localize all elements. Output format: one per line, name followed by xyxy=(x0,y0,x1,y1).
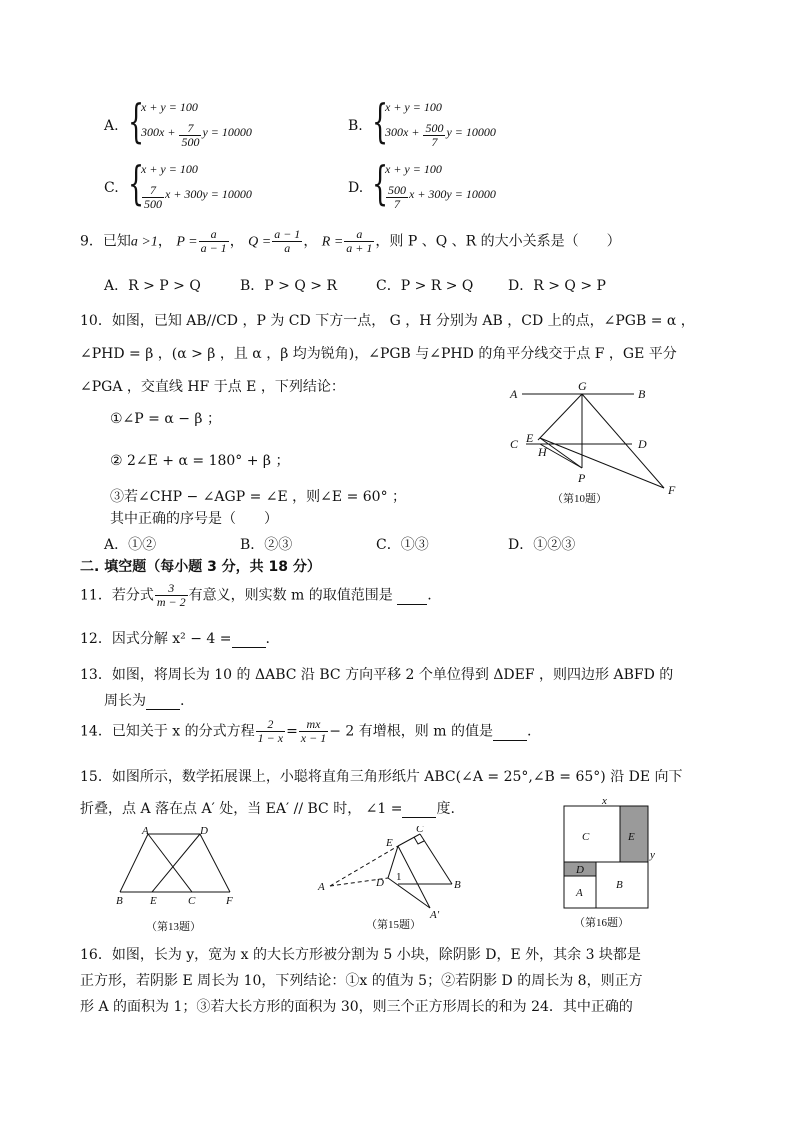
label-D: D xyxy=(576,864,584,876)
brace: { xyxy=(128,156,145,210)
option-b: B．②③ xyxy=(240,537,293,553)
option-label: A. xyxy=(104,118,119,134)
label-B: B xyxy=(116,895,123,907)
question-14: 14．已知关于 x 的分式方程 $\frac{2}{1 - x}$ = $\frac{mx}{x - 1}$ − 2 有增根，则 m 的值是 . xyxy=(80,717,532,745)
label-F: F xyxy=(226,895,233,907)
label-A: A xyxy=(510,387,518,401)
answer-blank xyxy=(232,631,266,648)
q15-line: 15．如图所示，数学拓展课上，小聪将直角三角形纸片 ABC(∠A = 25°,∠B = 65°) 沿 DE 向下 xyxy=(80,769,683,785)
label-G: G xyxy=(578,379,587,393)
equation: x + y = 100 xyxy=(141,162,198,176)
figure-caption: （第15题） xyxy=(366,919,421,931)
question-12: 12．因式分解 x² − 4 = . xyxy=(80,631,270,647)
option-c: C．P > R > Q xyxy=(376,278,474,294)
option-b: B．P > Q > R xyxy=(240,278,337,294)
label-A-prime: A′ xyxy=(430,909,440,921)
label-F: F xyxy=(668,483,676,497)
option-a: A．R > P > Q xyxy=(104,278,201,294)
label-E: E xyxy=(386,837,393,849)
q10-conclusion: ② 2∠E + α = 180° + β ； xyxy=(110,453,290,469)
label-A: A xyxy=(142,825,149,837)
label-D: D xyxy=(200,825,208,837)
equation: x + y = 100 xyxy=(385,100,442,114)
label-A: A xyxy=(318,881,325,893)
label-y: y xyxy=(650,849,655,861)
option-a: A．①② xyxy=(104,537,157,553)
q10-conclusion: ③若∠CHP − ∠AGP = ∠E ，则∠E = 60° ； xyxy=(110,489,407,505)
equation: x + y = 100 xyxy=(385,162,442,176)
equation: $\frac{500}{7}$ x + 300y = 10000 xyxy=(388,183,496,211)
label-C: C xyxy=(510,437,519,451)
label-C: C xyxy=(416,826,424,835)
label-E: E xyxy=(628,831,635,843)
q10-line: ∠PGA ，交直线 HF 于点 E ，下列结论： xyxy=(80,379,345,395)
question-11: 11．若分式 $\frac{3}{m - 2}$ 有意义，则实数 m 的取值范围是 . xyxy=(80,581,432,609)
option-label: D. xyxy=(348,180,364,196)
label-P: P xyxy=(578,471,586,485)
label-B: B xyxy=(638,387,646,401)
label-B: B xyxy=(616,879,623,891)
q10-conclusion: ①∠P = α − β ； xyxy=(110,411,221,427)
figure-caption: （第10题） xyxy=(552,493,607,505)
figure-caption: （第13题） xyxy=(146,921,201,933)
figure-caption: （第16题） xyxy=(574,917,629,929)
label-angle-1: 1 xyxy=(396,871,402,883)
option-label: B. xyxy=(348,118,363,134)
label-C: C xyxy=(582,831,590,843)
brace: { xyxy=(372,94,389,148)
option-label: C. xyxy=(104,180,119,196)
equation: $\frac{7}{500}$ x + 300y = 10000 xyxy=(144,183,252,211)
option-d: D．①②③ xyxy=(508,537,576,553)
figure-q15 xyxy=(312,826,482,934)
option-c: C．①③ xyxy=(376,537,429,553)
label-B: B xyxy=(454,879,461,891)
q13-line: 周长为 . xyxy=(104,693,185,709)
label-C: C xyxy=(188,895,196,907)
equation: 300x + $\frac{7}{500}$ y = 10000 xyxy=(141,121,252,149)
answer-blank xyxy=(402,801,436,818)
option-d: D．R > Q > P xyxy=(508,278,606,294)
figure-q10 xyxy=(500,378,700,510)
q15-line: 折叠，点 A 落在点 A′ 处，当 EA′ // BC 时， ∠1 = 度. xyxy=(80,801,455,817)
q16-line: 形 A 的面积为 1；③若大长方形的面积为 30，则三个正方形周长的和为 24．其中正确的 xyxy=(80,999,633,1015)
label-H: H xyxy=(538,445,547,459)
figure-q13 xyxy=(108,822,248,934)
answer-blank xyxy=(397,588,427,605)
equation: x + y = 100 xyxy=(141,100,198,114)
label-E: E xyxy=(150,895,157,907)
answer-blank xyxy=(493,724,527,741)
label-A: A xyxy=(576,887,583,899)
q13-line: 13．如图，将周长为 10 的 ΔABC 沿 BC 方向平移 2 个单位得到 ΔDEF ，则四边形 ABFD 的 xyxy=(80,667,674,683)
section-heading: 二. 填空题（每小题 3 分，共 18 分） xyxy=(80,559,321,575)
label-D: D xyxy=(638,437,647,451)
q10-line: 10．如图，已知 AB//CD ，P 为 CD 下方一点， G ，H 分别为 AB ，CD 上的点，∠PGB = α ， xyxy=(80,313,695,329)
brace: { xyxy=(128,94,145,148)
q16-line: 正方形，若阴影 E 周长为 10，下列结论：①x 的值为 5；②若阴影 D 的周长为 8，则正方 xyxy=(80,973,643,989)
question-9: 9．已知a >1， P = $\frac{a}{a - 1}$ ， Q = $\frac{a - 1}{a}$ ， R = $\frac{a}{a + 1}$ ，则 P 、Q 、R 的大小关系是（ ） xyxy=(80,227,621,255)
figure-q16 xyxy=(552,796,672,936)
answer-blank xyxy=(146,693,180,710)
brace: { xyxy=(372,156,389,210)
label-E: E xyxy=(526,431,534,445)
label-x: x xyxy=(602,796,607,807)
equation: 300x + $\frac{500}{7}$ y = 10000 xyxy=(385,121,496,149)
q10-line: ∠PHD = β ，(α > β ，且 α ，β 均为锐角)，∠PGB 与∠PHD 的角平分线交于点 F ，GE 平分 xyxy=(80,346,677,362)
label-D: D xyxy=(376,877,384,889)
q16-line: 16．如图，长为 y，宽为 x 的大长方形被分割为 5 小块，除阴影 D，E 外，其余 3 块都是 xyxy=(80,947,641,963)
q10-prompt: 其中正确的序号是（ ） xyxy=(110,511,278,527)
